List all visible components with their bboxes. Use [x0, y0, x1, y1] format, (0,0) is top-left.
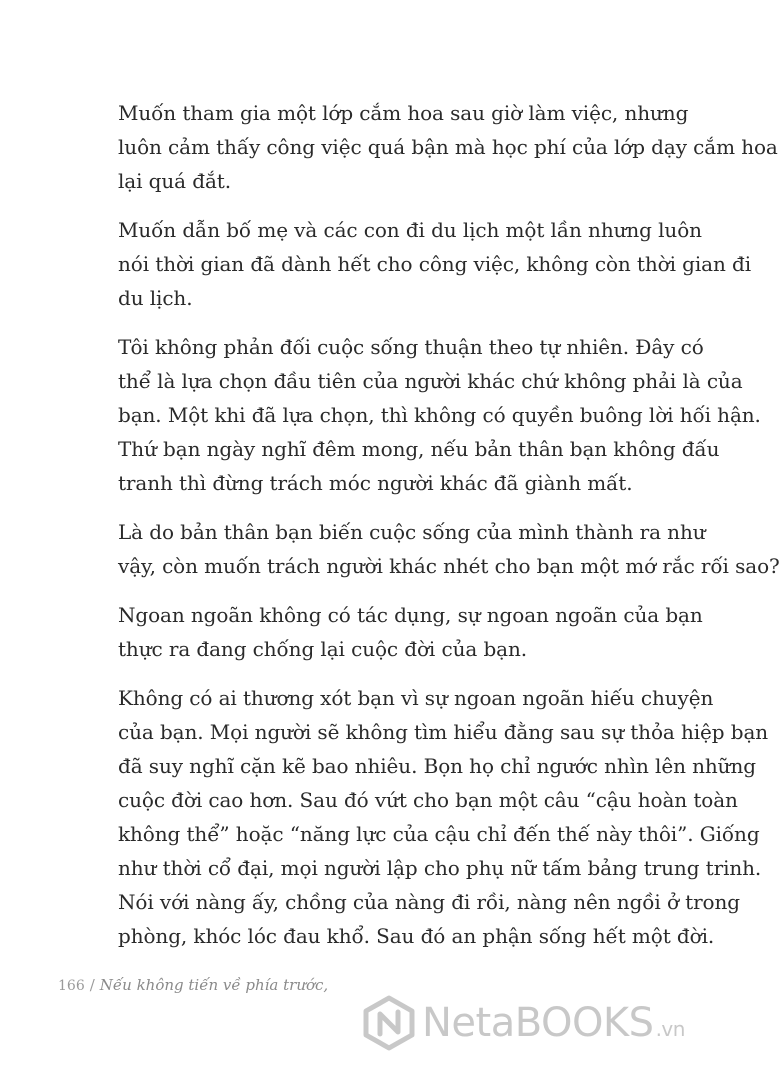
netabooks-logo-icon [362, 996, 416, 1050]
text-line: luôn cảm thấy công việc quá bận mà học phí của lớp dạy cắm hoa [118, 135, 778, 159]
text-line: cuộc đời cao hơn. Sau đó vứt cho bạn một câu “cậu hoàn toàn [118, 788, 738, 812]
page-footer [58, 976, 328, 994]
text-line: phòng, khóc lóc đau khổ. Sau đó an phận sống hết một đời. [118, 924, 715, 948]
text-line: lại quá đắt. [118, 169, 231, 193]
text-line: đã suy nghĩ cặn kẽ bao nhiêu. Bọn họ chỉ ngước nhìn lên những [118, 754, 756, 778]
text-line: của bạn. Mọi người sẽ không tìm hiểu đằng sau sự thỏa hiệp bạn [118, 720, 769, 744]
watermark-domain-suffix: .vn [655, 1017, 685, 1041]
paragraph [118, 96, 778, 198]
watermark-brand-name: NetaBOOKS [422, 1000, 654, 1046]
text-line: Muốn dẫn bố mẹ và các con đi du lịch một lần nhưng luôn [118, 218, 702, 242]
footer-separator: / [89, 976, 95, 994]
text-line: Nói với nàng ấy, chồng của nàng đi rồi, nàng nên ngồi ở trong [118, 890, 740, 914]
text-line: bạn. Một khi đã lựa chọn, thì không có quyền buông lời hối hận. [118, 403, 761, 427]
running-title: Nếu không tiến về phía trước, [99, 976, 329, 994]
text-line: không thể” hoặc “năng lực của cậu chỉ đến thế này thôi”. Giống [118, 822, 760, 846]
text-line: Tôi không phản đối cuộc sống thuận theo tự nhiên. Đây có [118, 335, 704, 359]
text-line: thực ra đang chống lại cuộc đời của bạn. [118, 637, 528, 661]
watermark [362, 996, 685, 1050]
text-line: nói thời gian đã dành hết cho công việc, không còn thời gian đi [118, 252, 752, 276]
page-number: 166 [58, 978, 85, 994]
body-text [118, 96, 780, 968]
text-line: du lịch. [118, 286, 193, 310]
paragraph [118, 598, 703, 666]
text-line: Muốn tham gia một lớp cắm hoa sau giờ làm việc, nhưng [118, 101, 689, 125]
paragraph [118, 213, 752, 315]
text-line: thể là lựa chọn đầu tiên của người khác chứ không phải là của [118, 369, 743, 393]
text-line: như thời cổ đại, mọi người lập cho phụ nữ tấm bảng trung trinh. [118, 856, 762, 880]
text-line: Là do bản thân bạn biến cuộc sống của mình thành ra như [118, 520, 706, 544]
text-line: vậy, còn muốn trách người khác nhét cho bạn một mớ rắc rối sao? [118, 554, 780, 578]
text-line: tranh thì đừng trách móc người khác đã giành mất. [118, 471, 633, 495]
paragraph [118, 515, 780, 583]
text-line: Không có ai thương xót bạn vì sự ngoan ngoãn hiếu chuyện [118, 686, 714, 710]
text-line: Ngoan ngoãn không có tác dụng, sự ngoan ngoãn của bạn [118, 603, 703, 627]
paragraph [118, 330, 761, 500]
paragraph [118, 681, 769, 953]
text-line: Thứ bạn ngày nghĩ đêm mong, nếu bản thân bạn không đấu [118, 437, 720, 461]
watermark-brand [422, 1000, 685, 1046]
